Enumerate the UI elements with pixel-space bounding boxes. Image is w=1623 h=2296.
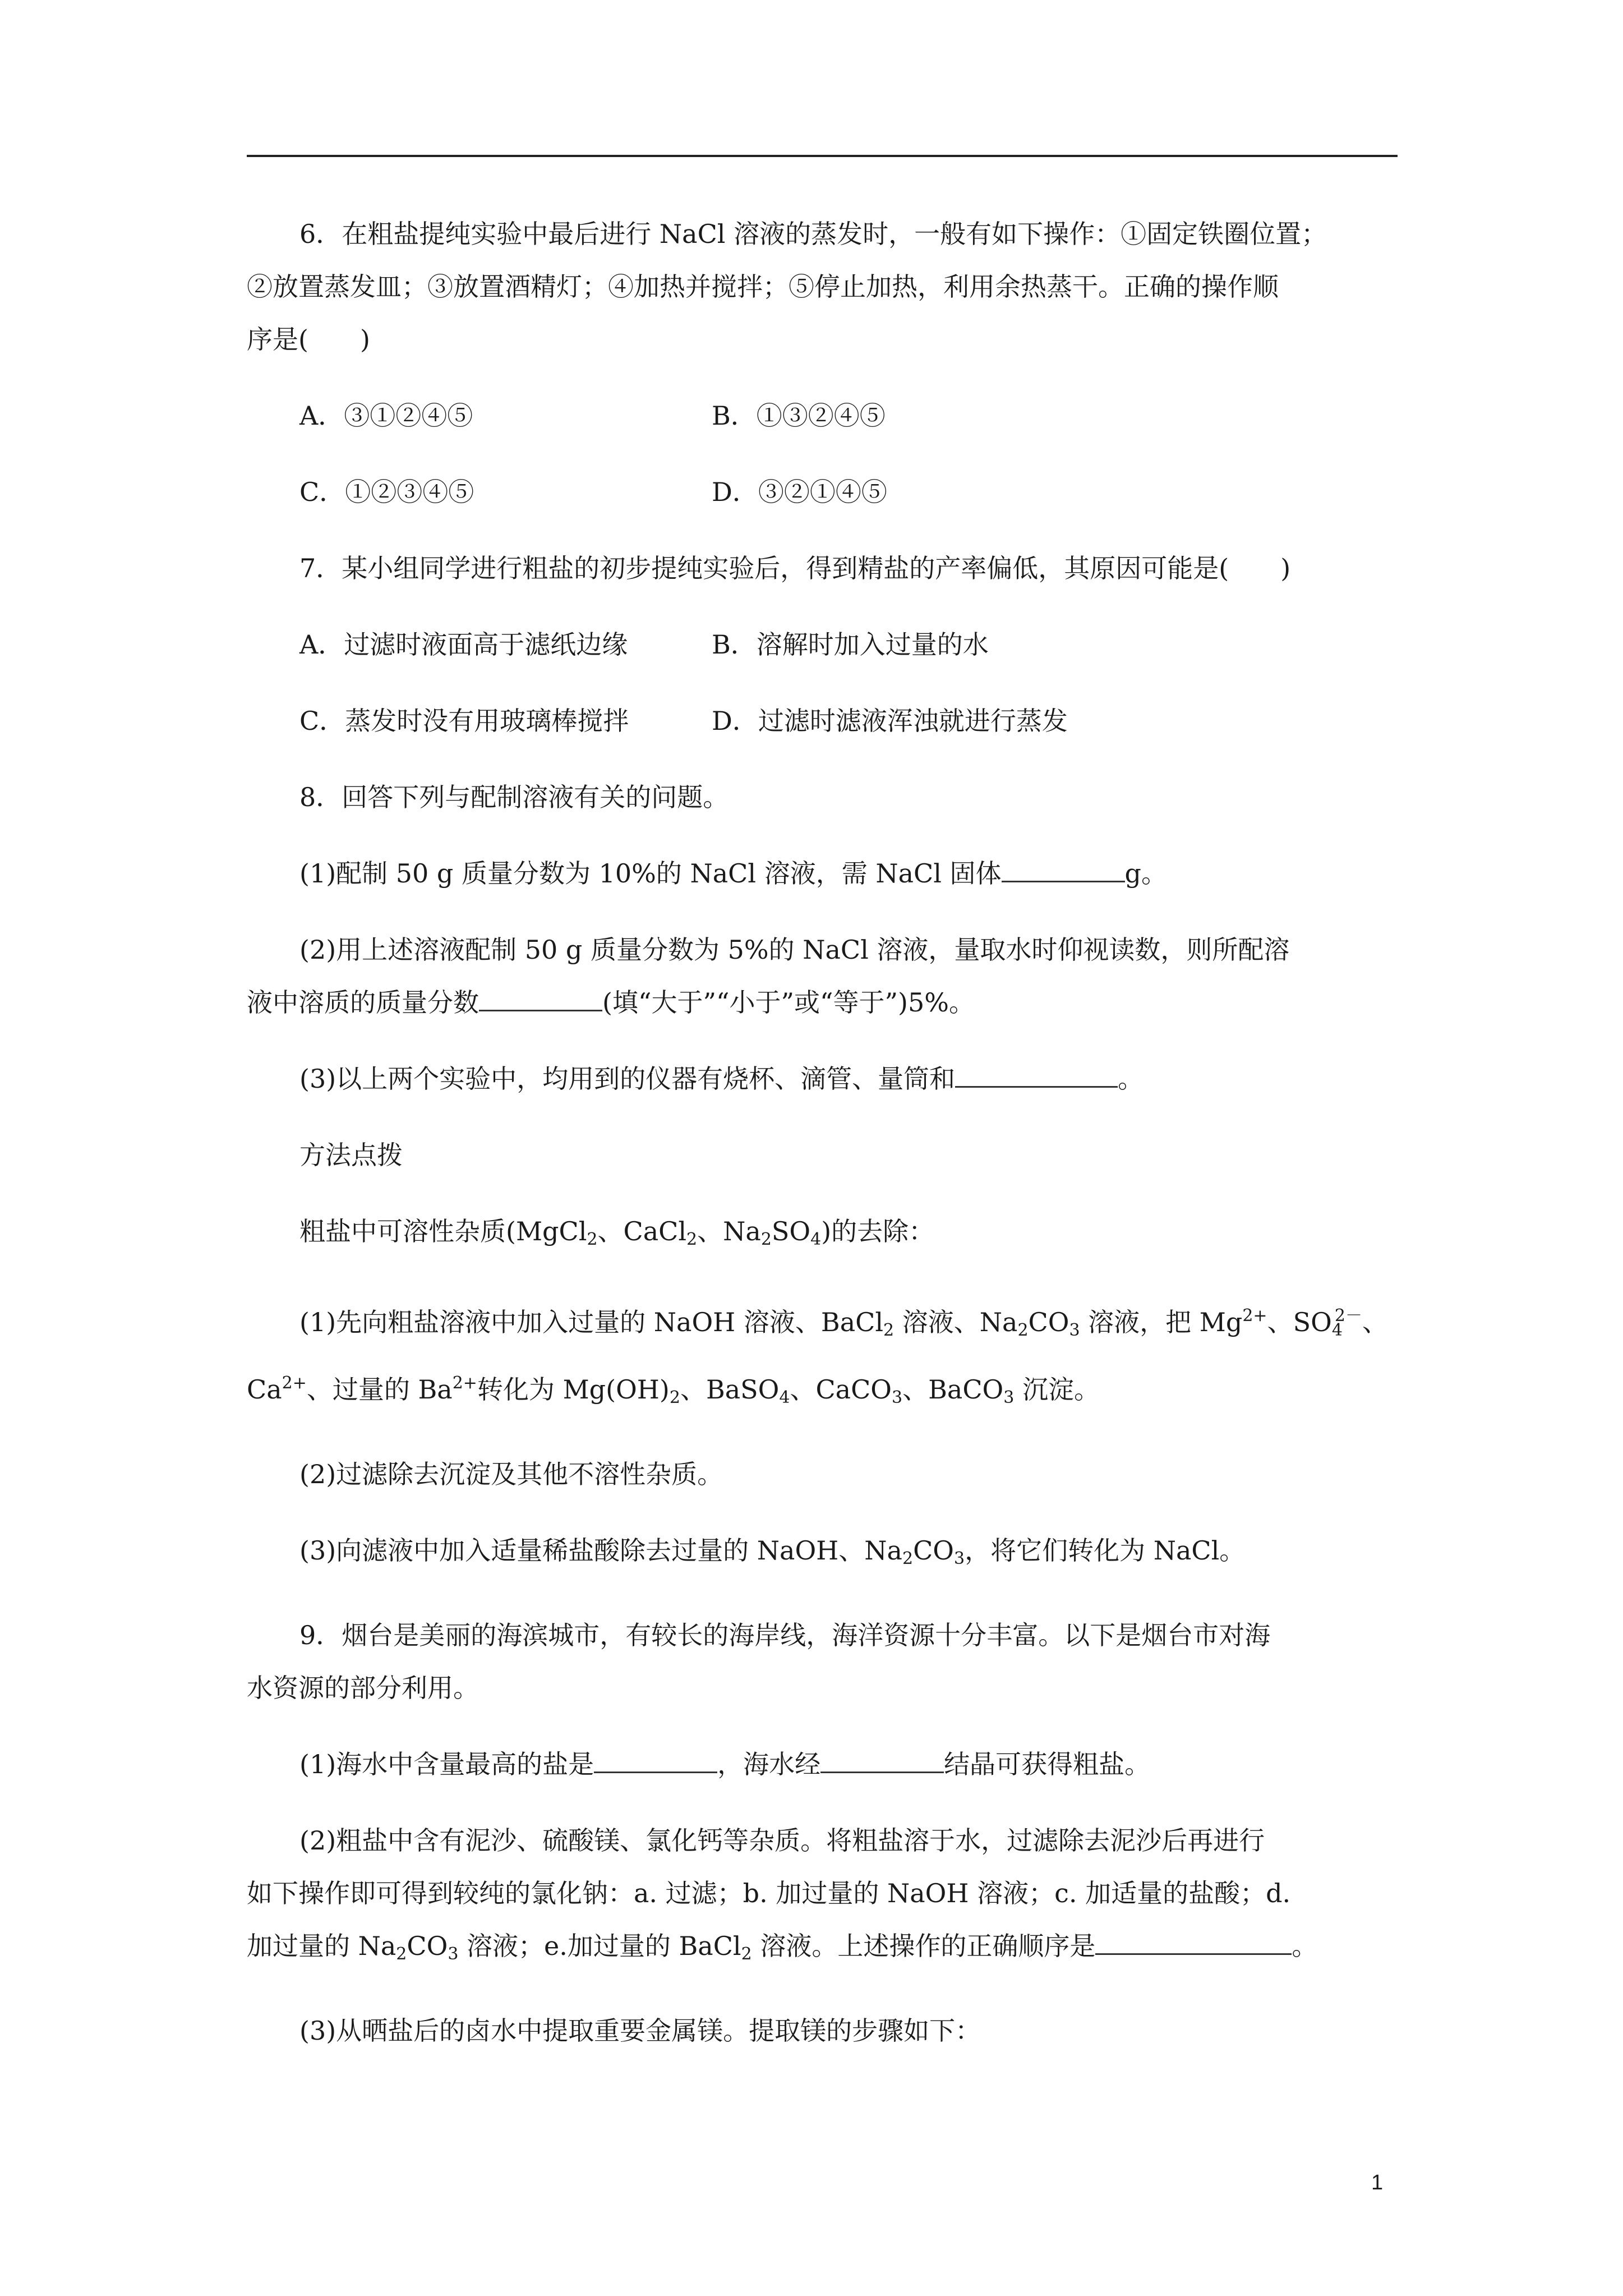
q9-part-1-blank-1[interactable] [594, 1746, 717, 1773]
subscript: 3 [892, 1388, 903, 1407]
q7-option-a: A．过滤时液面高于滤纸边缘 [299, 629, 628, 660]
q9-line-2: 水资源的部分利用。 [247, 1673, 479, 1703]
q8-part-1 [247, 847, 1399, 900]
q7-options [247, 618, 1399, 747]
q6-line-3: 序是( ) [247, 324, 370, 355]
q9-part-2 [247, 1814, 1399, 1981]
superscript: 2+ [1242, 1306, 1267, 1326]
method-step-1-text: 、BaSO [680, 1374, 780, 1405]
q9-part-1-text: 结晶可获得粗盐。 [944, 1749, 1151, 1779]
q9-part-2-text: 溶液；e.加过量的 BaCl [458, 1931, 741, 1961]
q6-option-d: D．③②①④⑤ [712, 477, 887, 507]
method-intro-text: 、Na [697, 1216, 761, 1246]
method-step-2-text: (2)过滤除去沉淀及其他不溶性杂质。 [299, 1459, 723, 1489]
method-step-1-text: 、 [1362, 1307, 1388, 1337]
q7-option-b: B．溶解时加入过量的水 [712, 629, 989, 660]
q7-options-row-1 [299, 618, 1399, 671]
method-intro-text: 、CaCl [597, 1216, 687, 1246]
subscript: 3 [448, 1944, 459, 1964]
q8-part-3-text: (3)以上两个实验中，均用到的仪器有烧杯、滴管、量筒和 [299, 1064, 956, 1094]
q9-part-3-text: (3)从晒盐后的卤水中提取重要金属镁。提取镁的步骤如下： [299, 2016, 981, 2046]
q6-line-2: ②放置蒸发皿；③放置酒精灯；④加热并搅拌；⑤停止加热，利用余热蒸干。正确的操作顺 [247, 272, 1279, 302]
method-step-1-text: 、过量的 Ba [306, 1374, 453, 1405]
method-step-2 [247, 1448, 1399, 1501]
q8-part-2-text: 液中溶质的质量分数 [247, 987, 479, 1018]
q8-part-1-blank[interactable] [1002, 855, 1125, 882]
method-step-1-text: 溶液、Na [894, 1307, 1018, 1337]
q7-options-row-2 [299, 694, 1399, 747]
method-step-1-text: 沉淀。 [1014, 1374, 1100, 1405]
question-6 [247, 208, 1399, 366]
subscript: 2 [587, 1230, 598, 1249]
method-step-1-text: 、CaCO [790, 1374, 892, 1405]
subscript: 4 [1331, 1320, 1343, 1340]
question-9 [247, 1609, 1399, 1714]
superscript: 2－ [1334, 1306, 1362, 1326]
q8-part-1-text: (1)配制 50 g 质量分数为 10%的 NaCl 溶液，需 NaCl 固体 [299, 858, 1002, 889]
q8-part-3 [247, 1052, 1399, 1105]
method-step-1-text: Ca [247, 1374, 282, 1405]
q9-part-2-text: CO [407, 1931, 448, 1961]
q8-part-2-hint: (填“大于”“小于”或“等于”)5%。 [602, 987, 975, 1018]
method-intro [247, 1205, 1399, 1266]
subscript: 2 [883, 1320, 895, 1340]
header-rule [247, 155, 1398, 157]
q8-part-2 [247, 923, 1399, 1029]
method-step-1-text: 溶液，把 Mg [1080, 1307, 1243, 1337]
q9-part-1-text: ，海水经 [717, 1749, 821, 1779]
method-step-1-text: 、BaCO [902, 1374, 1004, 1405]
q9-part-2-line-2: 如下操作即可得到较纯的氯化钠：a. 过滤；b. 加过量的 NaOH 溶液；c. 加适量的盐酸；d. [247, 1878, 1291, 1908]
subscript: 2 [686, 1230, 698, 1249]
document-body [247, 208, 1399, 2081]
page-number: 1 [1371, 2171, 1384, 2194]
method-section [247, 1129, 1399, 1181]
q9-part-2-line-1: (2)粗盐中含有泥沙、硫酸镁、氯化钙等杂质。将粗盐溶于水，过滤除去泥沙后再进行 [299, 1825, 1265, 1856]
subscript: 4 [779, 1388, 790, 1407]
method-step-1-text: CO [1028, 1307, 1069, 1337]
q8-part-1-unit: g。 [1124, 858, 1167, 889]
q9-part-1 [247, 1738, 1399, 1791]
q9-line-1: 9．烟台是美丽的海滨城市，有较长的海岸线，海洋资源十分丰富。以下是烟台市对海 [299, 1620, 1271, 1650]
subscript: 2 [669, 1388, 680, 1407]
q7-stem: 7．某小组同学进行粗盐的初步提纯实验后，得到精盐的产率偏低，其原因可能是( ) [299, 553, 1291, 583]
method-step-3-text: (3)向滤液中加入适量稀盐酸除去过量的 NaOH、Na [299, 1535, 902, 1566]
q9-part-2-blank[interactable] [1095, 1927, 1292, 1955]
subscript: 2 [902, 1549, 914, 1568]
subscript: 4 [810, 1230, 822, 1249]
q8-stem: 8．回答下列与配制溶液有关的问题。 [299, 782, 729, 812]
q8-part-3-end: 。 [1118, 1064, 1144, 1094]
q9-part-2-text: 。 [1292, 1931, 1318, 1961]
question-7 [247, 542, 1399, 595]
q6-options [247, 389, 1399, 518]
q9-part-2-text: 加过量的 Na [247, 1931, 396, 1961]
method-step-1-text: (1)先向粗盐溶液中加入过量的 NaOH 溶液、BaCl [299, 1307, 884, 1337]
method-step-1 [247, 1290, 1399, 1424]
method-step-3-text: ，将它们转化为 NaCl。 [965, 1535, 1246, 1566]
subscript: 3 [1069, 1320, 1080, 1340]
q6-option-b: B．①③②④⑤ [712, 401, 886, 431]
q8-part-2-blank[interactable] [479, 984, 602, 1011]
q6-options-row-1 [299, 389, 1399, 442]
method-intro-text: SO [771, 1216, 811, 1246]
q7-option-c: C．蒸发时没有用玻璃棒搅拌 [299, 706, 629, 736]
q6-line-1: 6．在粗盐提纯实验中最后进行 NaCl 溶液的蒸发时，一般有如下操作：①固定铁圈位置； [299, 219, 1327, 249]
q7-option-d: D．过滤时滤液浑浊就进行蒸发 [712, 706, 1068, 736]
q9-part-2-text: 溶液。上述操作的正确顺序是 [751, 1931, 1096, 1961]
subscript: 3 [1003, 1388, 1015, 1407]
q6-options-row-2 [299, 466, 1399, 518]
method-step-1-text: 转化为 Mg(OH) [477, 1374, 670, 1405]
q8-part-2-line-1: (2)用上述溶液配制 50 g 质量分数为 5%的 NaCl 溶液，量取水时仰视读数，则所配溶 [299, 935, 1290, 965]
q6-option-a: A．③①②④⑤ [299, 401, 473, 431]
q8-part-3-blank[interactable] [955, 1060, 1118, 1088]
method-title: 方法点拨 [299, 1140, 403, 1170]
subscript: 2 [396, 1944, 407, 1964]
q9-part-1-text: (1)海水中含量最高的盐是 [299, 1749, 594, 1779]
q9-part-3 [247, 2004, 1399, 2057]
method-intro-text: )的去除： [821, 1216, 935, 1246]
superscript: 2+ [282, 1373, 307, 1393]
q9-part-1-blank-2[interactable] [820, 1746, 944, 1773]
q6-option-c: C．①②③④⑤ [299, 477, 474, 507]
subscript: 2 [741, 1944, 752, 1964]
subscript: 2 [760, 1230, 772, 1249]
question-8 [247, 771, 1399, 823]
method-step-1-text: 、SO [1267, 1307, 1332, 1337]
superscript: 2+ [452, 1373, 477, 1393]
method-step-3-text: CO [913, 1535, 954, 1566]
subscript: 3 [953, 1549, 965, 1568]
method-step-3 [247, 1524, 1399, 1585]
method-intro-text: 粗盐中可溶性杂质(MgCl [299, 1216, 587, 1246]
subscript: 2 [1017, 1320, 1029, 1340]
